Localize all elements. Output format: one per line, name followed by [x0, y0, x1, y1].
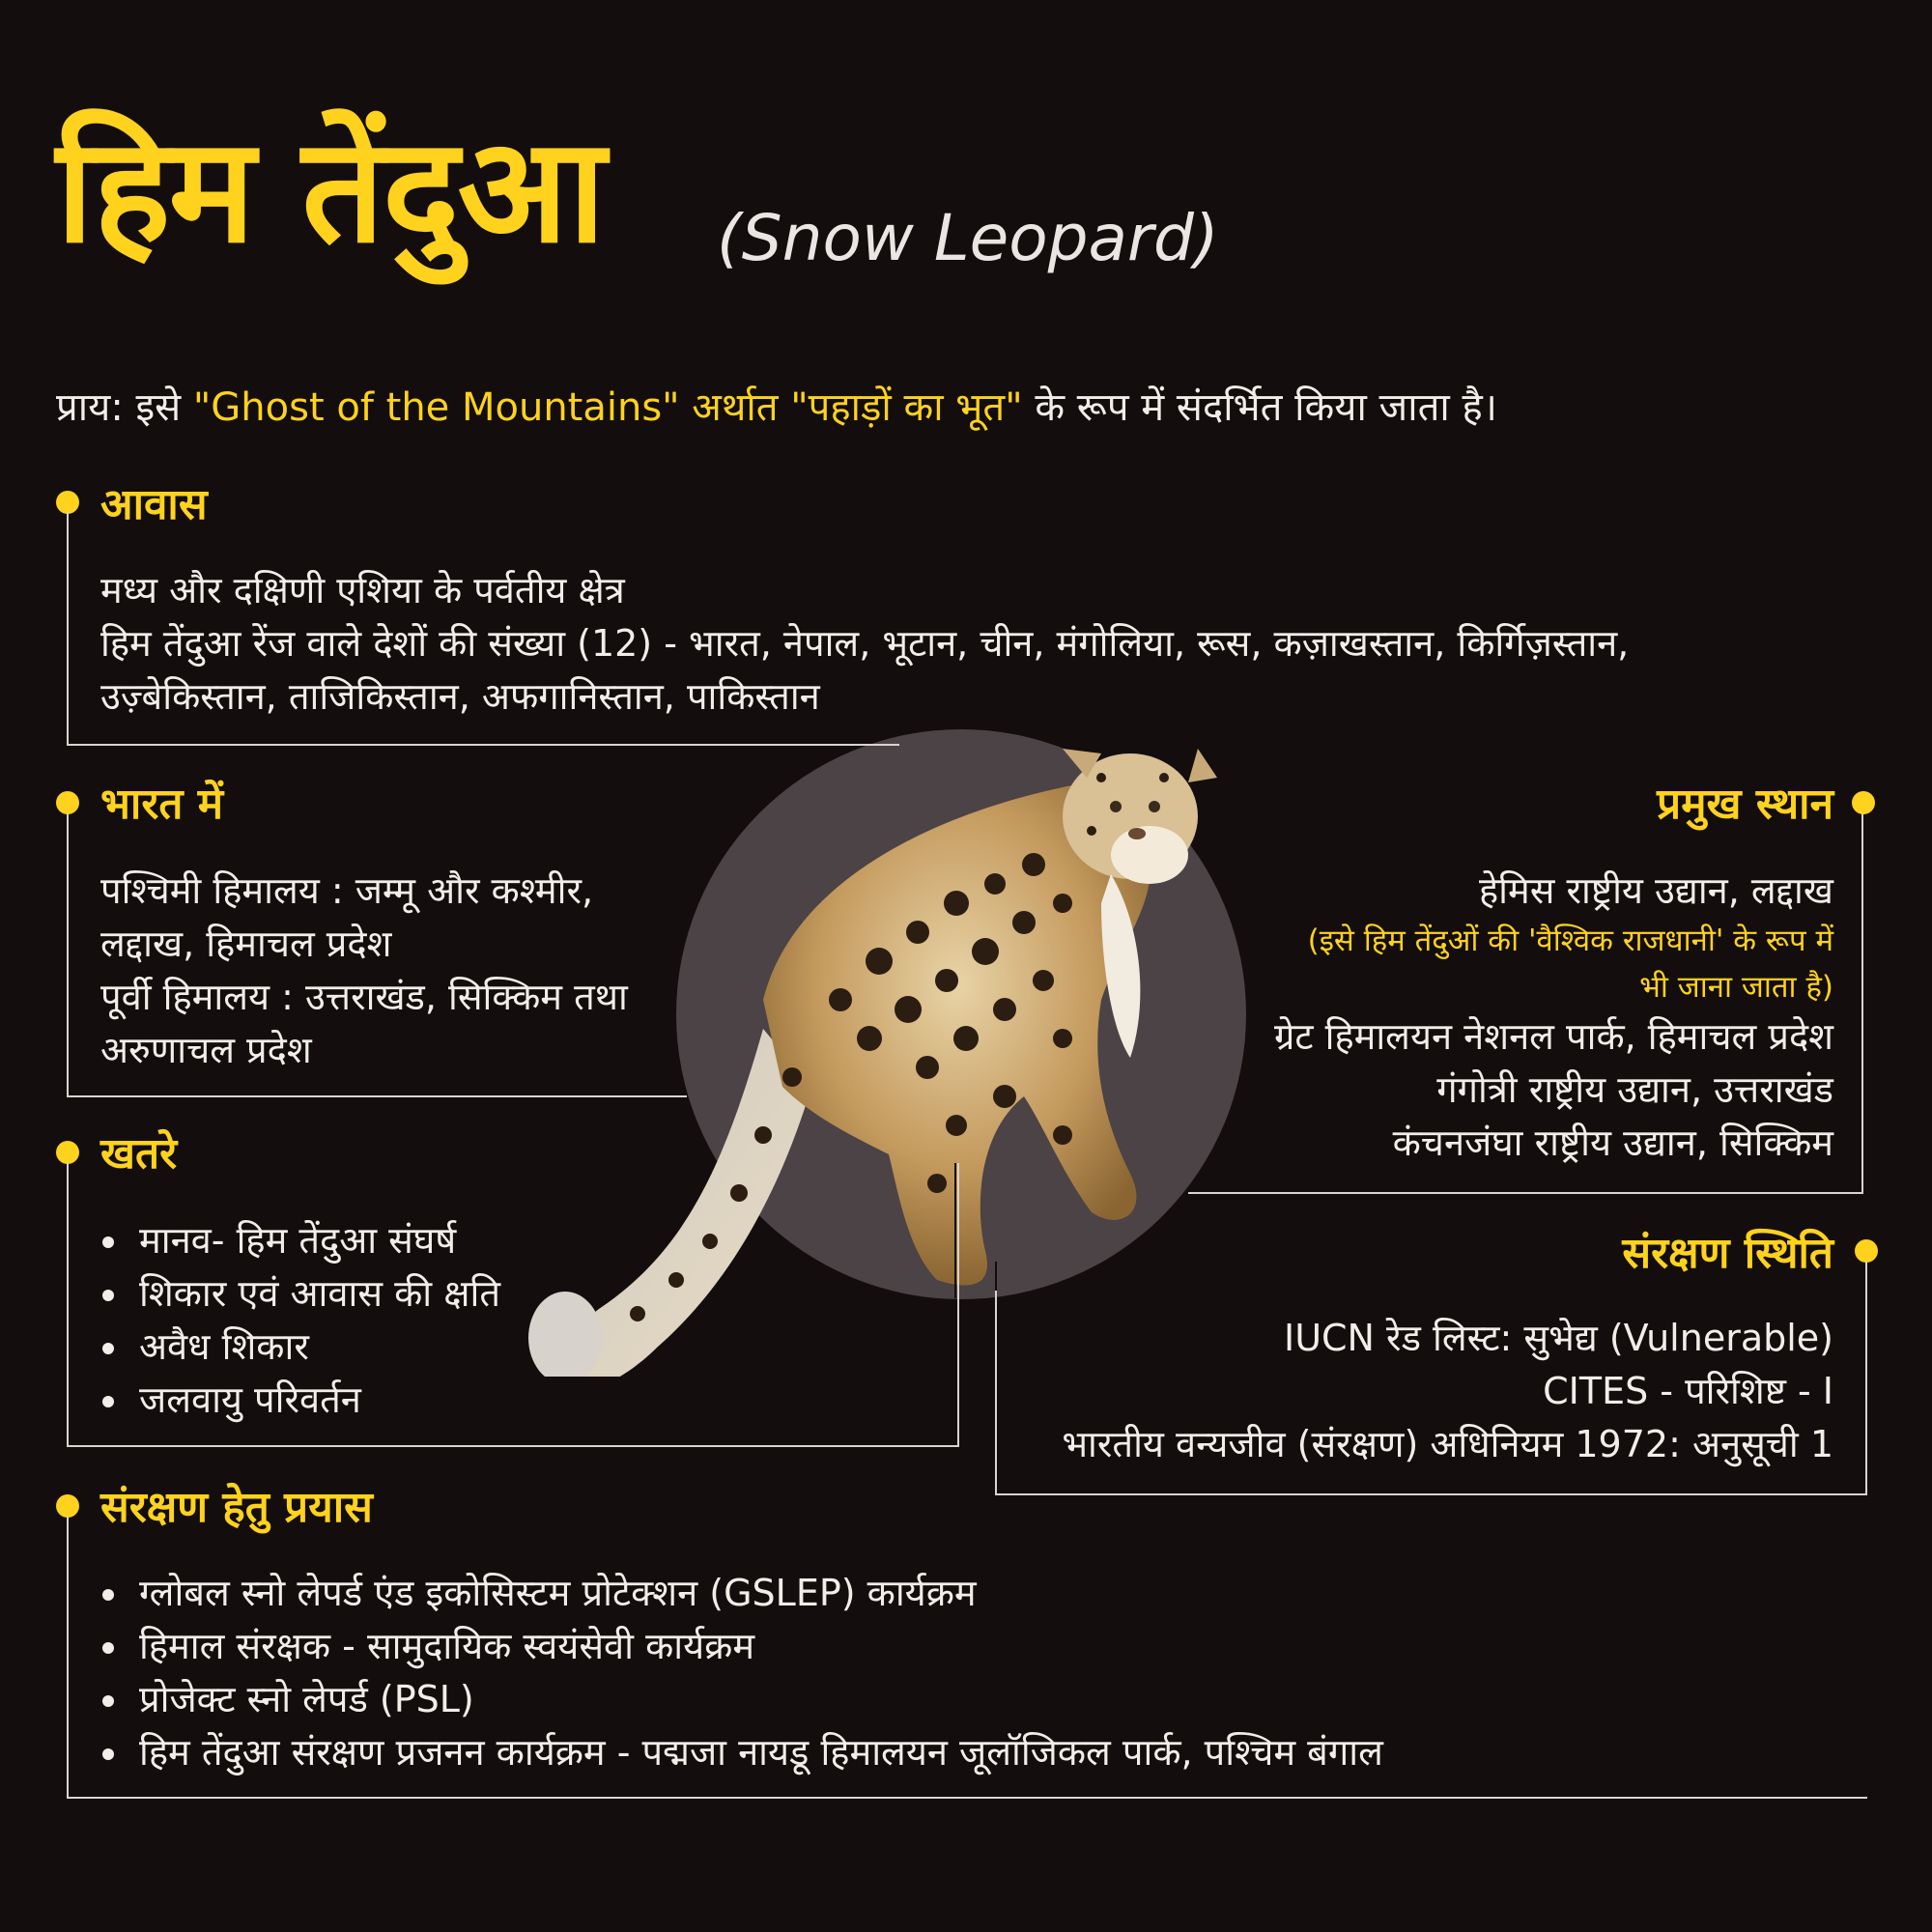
habitat-bullet-dot [56, 491, 79, 514]
intro-highlight: "Ghost of the Mountains" अर्थात "पहाड़ों का भूत" [192, 385, 1023, 430]
places-heading: प्रमुख स्थान [1657, 780, 1833, 829]
status-line-wpa: भारतीय वन्यजीव (संरक्षण) अधिनियम 1972: अनुसूची 1 [1062, 1423, 1833, 1465]
india-text [100, 865, 628, 1077]
threats-item-3: अवैध शिकार [100, 1321, 500, 1374]
threats-bullet-dot [56, 1141, 79, 1164]
threats-item-1: मानव- हिम तेंदुआ संघर्ष [100, 1214, 500, 1267]
threats-heading: खतरे [100, 1129, 178, 1179]
status-frame-gap [995, 1262, 997, 1291]
places-note-2: भी जाना जाता है) [1639, 970, 1833, 1005]
status-line-cites: CITES - परिशिष्ट - I [1543, 1370, 1833, 1412]
india-line-4: अरुणाचल प्रदेश [100, 1029, 312, 1071]
india-line-1: पश्चिमी हिमालय : जम्मू और कश्मीर, [100, 869, 594, 912]
places-line-gangotri: गंगोत्री राष्ट्रीय उद्यान, उत्तराखंड [1436, 1068, 1833, 1111]
efforts-bullet-dot [56, 1494, 79, 1518]
habitat-line-2: हिम तेंदुआ रेंज वाले देशों की संख्या (12) - भारत, नेपाल, भूटान, चीन, मंगोलिया, रूस, कज़ाखस्तान, किर्गिज़स्तान, [100, 622, 1630, 665]
status-heading: संरक्षण स्थिति [1622, 1229, 1833, 1278]
places-text [1274, 865, 1833, 1170]
habitat-line-3: उज़्बेकिस्तान, ताजिकिस्तान, अफगानिस्तान, पाकिस्तान [100, 675, 820, 718]
india-heading: भारत में [100, 780, 224, 829]
threats-item-4: जलवायु परिवर्तन [100, 1374, 500, 1427]
efforts-list [100, 1567, 1383, 1779]
habitat-text [100, 564, 1629, 724]
india-bullet-dot [56, 791, 79, 814]
habitat-heading: आवास [100, 480, 208, 529]
habitat-line-1: मध्य और दक्षिणी एशिया के पर्वतीय क्षेत्र [100, 569, 625, 611]
intro-text [56, 379, 1497, 432]
places-note-1: (इसे हिम तेंदुओं की 'वैश्विक राजधानी' के रूप में [1307, 923, 1833, 958]
page-title: हिम तेंदुआ [56, 107, 604, 275]
status-bullet-dot [1855, 1239, 1878, 1263]
efforts-item-3: प्रोजेक्ट स्नो लेपर्ड (PSL) [100, 1673, 1383, 1726]
places-line-kanchenjunga: कंचनजंघा राष्ट्रीय उद्यान, सिक्किम [1392, 1122, 1833, 1164]
places-line-ghnp: ग्रेट हिमालयन नेशनल पार्क, हिमाचल प्रदेश [1273, 1015, 1833, 1058]
efforts-item-1: ग्लोबल स्नो लेपर्ड एंड इकोसिस्टम प्रोटेक्शन (GSLEP) कार्यक्रम [100, 1567, 1383, 1620]
efforts-heading: संरक्षण हेतु प्रयास [100, 1483, 373, 1532]
intro-part1: प्राय: इसे [56, 385, 193, 430]
threats-item-2: शिकार एवं आवास की क्षति [100, 1267, 500, 1321]
india-line-3: पूर्वी हिमालय : उत्तराखंड, सिक्किम तथा [100, 976, 628, 1018]
threats-list [100, 1214, 500, 1427]
india-line-2: लद्दाख, हिमाचल प्रदेश [100, 923, 392, 965]
status-line-iucn: IUCN रेड लिस्ट: सुभेद्य (Vulnerable) [1284, 1317, 1833, 1359]
page-subtitle: (Snow Leopard) [717, 201, 1219, 275]
places-line-hemis: हेमिस राष्ट्रीय उद्यान, लद्दाख [1479, 869, 1833, 912]
places-bullet-dot [1852, 791, 1875, 814]
efforts-item-2: हिमाल संरक्षक - सामुदायिक स्वयंसेवी कार्यक्रम [100, 1620, 1383, 1673]
threats-frame-gap [954, 1163, 956, 1298]
efforts-item-4: हिम तेंदुआ संरक्षण प्रजनन कार्यक्रम - पद्मजा नायडू हिमालयन जूलॉजिकल पार्क, पश्चिम बंगाल [100, 1726, 1383, 1779]
status-text [1062, 1312, 1833, 1471]
intro-part2: के रूप में संदर्भित किया जाता है। [1022, 385, 1497, 430]
